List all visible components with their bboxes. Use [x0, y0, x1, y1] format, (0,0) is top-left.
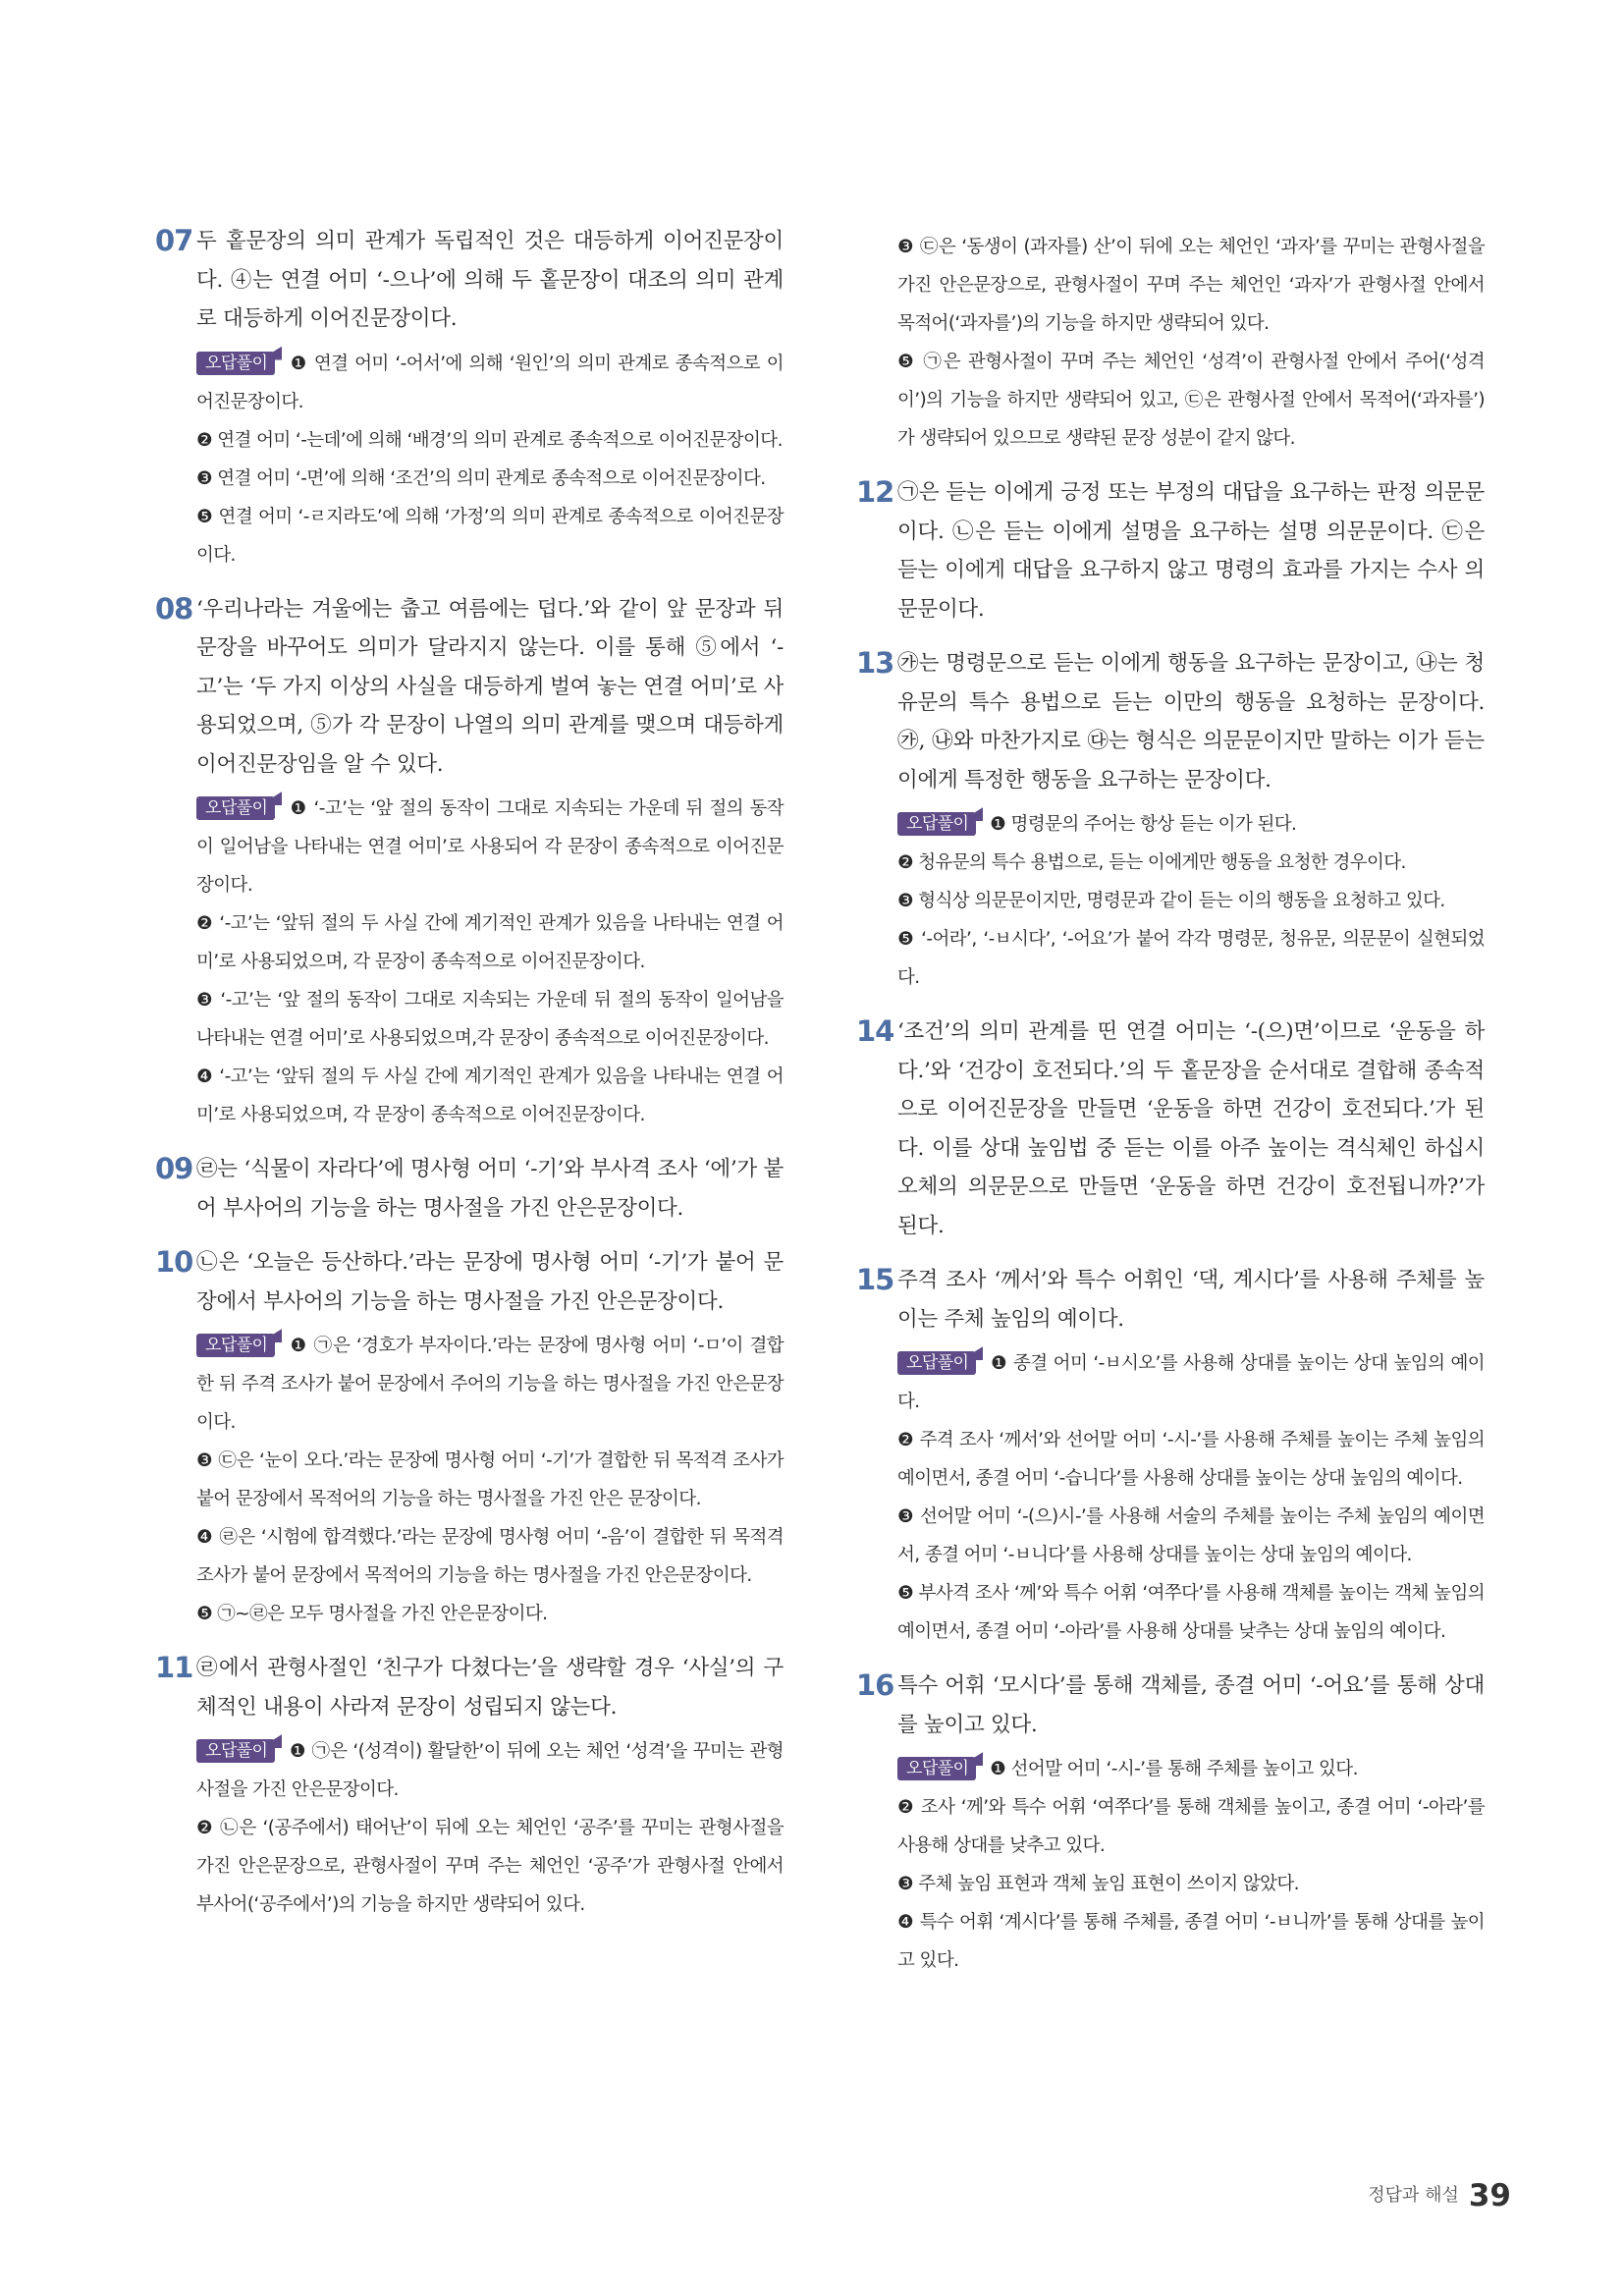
explanation-text: ❶ 선어말 어미 ‘-시-’를 통해 주체를 높이고 있다. — [990, 1759, 1358, 1779]
question-block — [155, 1649, 784, 1924]
wrong-answer-explanations — [897, 1750, 1485, 1980]
explanation-text: ❹ ㉣은 ‘시험에 합격했다.’라는 문장에 명사형 어미 ‘-음’이 결합한 뒤 목적격 조사가 붙어 문장에서 목적어의 기능을 하는 명사절을 가진 안은문장이다. — [196, 1527, 784, 1586]
question-block — [856, 1012, 1485, 1245]
explanation-text: ❷ ‘-고’는 ‘앞뒤 절의 두 사실 간에 계기적인 관계가 있음을 나타내는 연결 어미’로 사용되었으며, 각 문장이 종속적으로 이어진문장이다. — [196, 913, 784, 972]
explanation-line — [897, 1750, 1485, 1788]
explanation-text: ❺ 연결 어미 ‘-ㄹ지라도’에 의해 ‘가정’의 의미 관계로 종속적으로 이어진문장이다. — [196, 506, 784, 566]
right-column — [856, 222, 1485, 1995]
explanation-line — [196, 345, 784, 421]
explanation-line — [196, 981, 784, 1058]
explanation-text: ❷ ㉡은 ‘(공주에서) 태어난’이 뒤에 오는 체언인 ‘공주’를 꾸미는 관형사절을 가진 안은문장으로, 관형사절이 꾸며 주는 체언인 ‘공주’가 관형사절 안에서 부사어(‘공주에서’)의 기능을 하지만 생략되어 있다. — [196, 1818, 784, 1915]
explanation-line — [897, 882, 1485, 920]
page-footer — [1368, 2178, 1511, 2214]
explanation-line — [897, 1344, 1485, 1421]
explanation-text: ❸ 연결 어미 ‘-면’에 의해 ‘조건’의 의미 관계로 종속적으로 이어진문장이다. — [196, 467, 766, 489]
explanation-line — [196, 1732, 784, 1809]
explanation-text: ❷ 청유문의 특수 용법으로, 듣는 이에게만 행동을 요청한 경우이다. — [897, 852, 1406, 873]
wrong-answer-badge: 오답풀이 — [196, 1334, 275, 1357]
footer-label: 정답과 해설 — [1368, 2185, 1459, 2206]
explanation-text: ❺ ‘-어라’, ‘-ㅂ시다’, ‘-어요’가 붙어 각각 명령문, 청유문, 의문문이 실현되었다. — [897, 929, 1485, 988]
answer-text: ㉮는 명령문으로 듣는 이에게 행동을 요구하는 문장이고, ㉯는 청유문의 특수 용법으로 듣는 이만의 행동을 요청하는 문장이다. ㉮, ㉯와 마찬가지로 ㉰는 형식은 의문문이지만 말하는 이가 듣는 이에게 특정한 행동을 요구하는 문장이다. — [897, 651, 1485, 793]
explanation-text: ❸ ‘-고’는 ‘앞 절의 동작이 그대로 지속되는 가운데 뒤 절의 동작이 일어남을 나타내는 연결 어미’로 사용되었으며,각 문장이 종속적으로 이어진문장이다. — [196, 990, 784, 1049]
answer-text: ‘우리나라는 겨울에는 춥고 여름에는 덥다.’와 같이 앞 문장과 뒤 문장을 바꾸어도 의미가 달라지지 않는다. 이를 통해 ⑤에서 ‘-고’는 ‘두 가지 이상의 사실을 대등하게 벌여 놓는 연결 어미’로 사용되었으며, ⑤가 각 문장이 나열의 의미 관계를 맺으며 대등하게 이어진문장임을 알 수 있다. — [196, 596, 784, 777]
explanation-text: ❺ 부사격 조사 ‘께’와 특수 어휘 ‘여쭈다’를 사용해 객체를 높이는 객체 높임의 예이면서, 종결 어미 ‘-아라’를 사용해 상대를 낮추는 상대 높임의 예이다. — [897, 1583, 1485, 1642]
explanation-line — [897, 1788, 1485, 1865]
explanation-text: ❸ 형식상 의문문이지만, 명령문과 같이 듣는 이의 행동을 요청하고 있다. — [897, 891, 1445, 911]
question-number: 11 — [155, 1651, 193, 1684]
explanation-line — [196, 460, 784, 498]
answer-text: 특수 어휘 ‘모시다’를 통해 객체를, 종결 어미 ‘-어요’를 통해 상대를 높이고 있다. — [897, 1673, 1485, 1737]
explanation-text: ❶ ‘-고’는 ‘앞 절의 동작이 그대로 지속되는 가운데 뒤 절의 동작이 일어남을 나타내는 연결 어미’로 사용되어 각 문장이 종속적으로 이어진문장이다. — [196, 798, 784, 896]
answer-text: ㉠은 듣는 이에게 긍정 또는 부정의 대답을 요구하는 판정 의문문이다. ㉡은 듣는 이에게 설명을 요구하는 설명 의문문이다. ㉢은 듣는 이에게 대답을 요구하지 않고 명령의 효과를 가지는 수사 의문문이다. — [897, 480, 1485, 622]
question-block — [856, 1667, 1485, 1980]
question-block — [856, 228, 1485, 458]
explanation-text: ❸ ㉢은 ‘동생이 (과자를) 산’이 뒤에 오는 체언인 ‘과자’를 꾸미는 관형사절을 가진 안은문장으로, 관형사절이 꾸며 주는 체언인 ‘과자’가 관형사절 안에서 목적어(‘과자를’)의 기능을 하지만 생략되어 있다. — [897, 237, 1485, 334]
wrong-answer-explanations — [897, 1344, 1485, 1651]
question-block — [155, 590, 784, 1135]
question-number: 16 — [856, 1668, 894, 1702]
question-block — [155, 1243, 784, 1633]
question-block — [856, 473, 1485, 629]
wrong-answer-badge: 오답풀이 — [897, 1351, 976, 1375]
explanation-line — [897, 1421, 1485, 1498]
explanation-line — [897, 805, 1485, 844]
explanation-text: ❷ 조사 ‘께’와 특수 어휘 ‘여쭈다’를 통해 객체를 높이고, 종결 어미 ‘-아라’를 사용해 상대를 낮추고 있다. — [897, 1797, 1485, 1856]
question-block — [155, 1150, 784, 1228]
explanation-text: ❷ 주격 조사 ‘께서’와 선어말 어미 ‘-시-’를 사용해 주체를 높이는 주체 높임의 예이면서, 종결 어미 ‘-습니다’를 사용해 상대를 높이는 상대 높임의 예이다. — [897, 1430, 1485, 1489]
explanation-line — [897, 844, 1485, 882]
explanation-line — [897, 1865, 1485, 1903]
explanation-text: ❸ 선어말 어미 ‘-(으)시-’를 사용해 서술의 주체를 높이는 주체 높임의 예이면서, 종결 어미 ‘-ㅂ니다’를 사용해 상대를 높이는 상대 높임의 예이다. — [897, 1506, 1485, 1565]
question-number: 10 — [155, 1245, 193, 1279]
wrong-answer-badge: 오답풀이 — [196, 1739, 275, 1763]
explanation-line — [897, 1903, 1485, 1980]
wrong-answer-badge: 오답풀이 — [196, 352, 275, 375]
answer-text: ㉡은 ‘오늘은 등산하다.’라는 문장에 명사형 어미 ‘-기’가 붙어 문장에서 부사어의 기능을 하는 명사절을 가진 안은문장이다. — [196, 1250, 784, 1314]
question-block — [155, 222, 784, 574]
explanation-line — [196, 1442, 784, 1518]
explanation-text: ❺ ㉠∼㉣은 모두 명사절을 가진 안은문장이다. — [196, 1604, 548, 1624]
wrong-answer-badge: 오답풀이 — [196, 796, 275, 820]
wrong-answer-badge: 오답풀이 — [897, 812, 976, 836]
answer-text: 주격 조사 ‘께서’와 특수 어휘인 ‘댁, 계시다’를 사용해 주체를 높이는 주체 높임의 예이다. — [897, 1268, 1485, 1332]
explanation-line — [897, 1574, 1485, 1651]
explanation-line — [897, 228, 1485, 343]
explanation-line — [897, 920, 1485, 997]
answer-text: 두 홑문장의 의미 관계가 독립적인 것은 대등하게 이어진문장이다. ④는 연결 어미 ‘-으나’에 의해 두 홑문장이 대조의 의미 관계로 대등하게 이어진문장이다. — [196, 229, 784, 331]
wrong-answer-explanations — [897, 228, 1485, 458]
explanation-line — [196, 498, 784, 574]
explanation-line — [196, 421, 784, 460]
question-block — [856, 1261, 1485, 1651]
explanation-line — [897, 1498, 1485, 1574]
explanation-line — [897, 343, 1485, 458]
question-number: 09 — [155, 1152, 193, 1185]
explanation-line — [196, 1058, 784, 1134]
answer-text: ‘조건’의 의미 관계를 띤 연결 어미는 ‘-(으)면’이므로 ‘운동을 하다.’와 ‘건강이 호전되다.’의 두 홑문장을 순서대로 결합해 종속적으로 이어진문장을 만들면 ‘운동을 하면 건강이 호전되다.’가 된다. 이를 상대 높임법 중 듣는 이를 아주 높이는 격식체인 하십시오체의 의문문으로 만들면 ‘운동을 하면 건강이 호전됩니까?’가 된다. — [897, 1019, 1485, 1238]
question-number: 15 — [856, 1263, 894, 1296]
explanation-line — [196, 1518, 784, 1595]
answer-text: ㉣는 ‘식물이 자라다’에 명사형 어미 ‘-기’와 부사격 조사 ‘에’가 붙어 부사어의 기능을 하는 명사절을 가진 안은문장이다. — [196, 1157, 784, 1221]
explanation-text: ❸ ㉢은 ‘눈이 오다.’라는 문장에 명사형 어미 ‘-기’가 결합한 뒤 목적격 조사가 붙어 문장에서 목적어의 기능을 하는 명사절을 가진 안은 문장이다. — [196, 1450, 784, 1509]
explanation-text: ❺ ㉠은 관형사절이 꾸며 주는 체언인 ‘성격’이 관형사절 안에서 주어(‘성격이’)의 기능을 하지만 생략되어 있고, ㉢은 관형사절 안에서 목적어(‘과자를’)가 생략되어 있으므로 생략된 문장 성분이 같지 않다. — [897, 352, 1485, 449]
question-number: 13 — [856, 646, 894, 680]
explanation-text: ❶ 연결 어미 ‘-어서’에 의해 ‘원인’의 의미 관계로 종속적으로 이어진문장이다. — [196, 353, 784, 412]
explanation-text: ❶ 명령문의 주어는 항상 듣는 이가 된다. — [990, 814, 1297, 835]
answer-text: ㉣에서 관형사절인 ‘친구가 다쳤다는’을 생략할 경우 ‘사실’의 구체적인 내용이 사라져 문장이 성립되지 않는다. — [196, 1656, 784, 1720]
question-number: 07 — [155, 224, 193, 257]
page-number: 39 — [1468, 2178, 1511, 2214]
wrong-answer-explanations — [196, 1327, 784, 1633]
explanation-line — [196, 790, 784, 904]
wrong-answer-explanations — [897, 805, 1485, 997]
explanation-line — [196, 1809, 784, 1924]
question-block — [856, 644, 1485, 997]
explanation-text: ❶ ㉠은 ‘경호가 부자이다.’라는 문장에 명사형 어미 ‘-ㅁ’이 결합한 뒤 주격 조사가 붙어 문장에서 주어의 기능을 하는 명사절을 가진 안은문장이다. — [196, 1336, 784, 1433]
explanation-text: ❹ 특수 어휘 ‘계시다’를 통해 주체를, 종결 어미 ‘-ㅂ니까’를 통해 상대를 높이고 있다. — [897, 1912, 1485, 1971]
question-number: 12 — [856, 475, 894, 509]
explanation-text: ❶ 종결 어미 ‘-ㅂ시오’를 사용해 상대를 높이는 상대 높임의 예이다. — [897, 1353, 1485, 1412]
explanation-text: ❶ ㉠은 ‘(성격이) 활달한’이 뒤에 오는 체언 ‘성격’을 꾸미는 관형사절을 가진 안은문장이다. — [196, 1741, 784, 1800]
wrong-answer-explanations — [196, 1732, 784, 1924]
question-number: 08 — [155, 591, 193, 626]
wrong-answer-explanations — [196, 790, 784, 1134]
question-number: 14 — [856, 1014, 894, 1048]
explanation-text: ❸ 주체 높임 표현과 객체 높임 표현이 쓰이지 않았다. — [897, 1874, 1299, 1894]
explanation-text: ❷ 연결 어미 ‘-는데’에 의해 ‘배경’의 의미 관계로 종속적으로 이어진문장이다. — [196, 429, 783, 451]
wrong-answer-badge: 오답풀이 — [897, 1757, 976, 1780]
explanation-line — [196, 904, 784, 981]
explanation-line — [196, 1327, 784, 1442]
explanation-text: ❹ ‘-고’는 ‘앞뒤 절의 두 사실 간에 계기적인 관계가 있음을 나타내는 연결 어미’로 사용되었으며, 각 문장이 종속적으로 이어진문장이다. — [196, 1066, 784, 1125]
left-column — [155, 222, 784, 1940]
explanation-line — [196, 1595, 784, 1633]
wrong-answer-explanations — [196, 345, 784, 574]
